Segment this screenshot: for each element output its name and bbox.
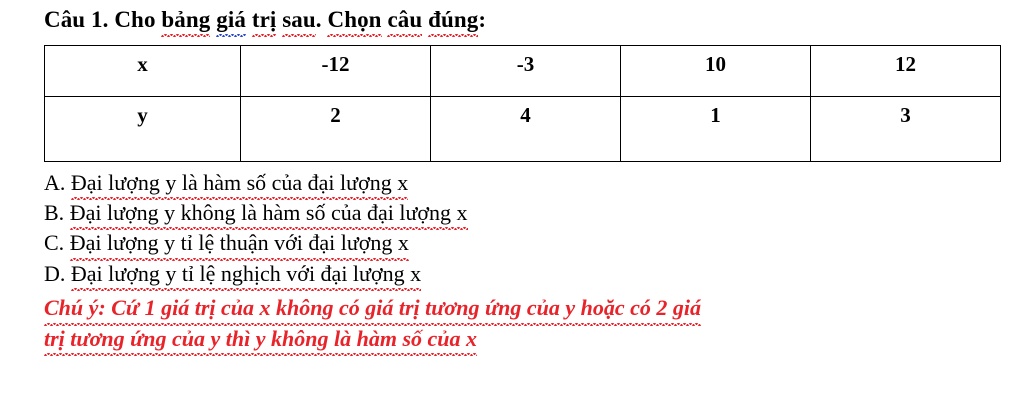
choice-a-key: A. — [44, 169, 66, 195]
title-word-bang: bảng — [161, 6, 210, 35]
table-cell-x-3: 10 — [621, 45, 811, 96]
table-cell-y-1: 2 — [241, 96, 431, 161]
table-cell-y-2: 4 — [431, 96, 621, 161]
answer-choices — [44, 168, 1000, 289]
note-block — [44, 293, 1000, 354]
table-cell-x-2: -3 — [431, 45, 621, 96]
choice-c-text: Đại lượng y tỉ lệ thuận với đại lượng x — [70, 228, 409, 258]
choice-a — [44, 168, 1000, 198]
note-line-2 — [44, 324, 1000, 354]
choice-d-key: D. — [44, 260, 66, 286]
table-row — [45, 45, 1001, 96]
table-cell-y-4: 3 — [811, 96, 1001, 161]
table-cell-y-3: 1 — [621, 96, 811, 161]
title-dot: . — [315, 7, 328, 32]
choice-a-text: Đại lượng y là hàm số của đại lượng x — [71, 168, 408, 198]
value-table — [44, 45, 1001, 162]
choice-c — [44, 228, 1000, 258]
title-word-dung: đúng — [428, 6, 478, 35]
table-row-label-x: x — [45, 45, 241, 96]
table-row-label-y: y — [45, 96, 241, 161]
title-word-gia: giá — [216, 6, 246, 35]
note-line-2-text: trị tương ứng của y thì y không là hàm số của x — [44, 324, 477, 354]
table-cell-x-1: -12 — [241, 45, 431, 96]
title-prefix: Câu 1. Cho — [44, 7, 162, 32]
table-row — [45, 96, 1001, 161]
table-cell-x-4: 12 — [811, 45, 1001, 96]
choice-d-text: Đại lượng y tỉ lệ nghịch với đại lượng x — [71, 259, 421, 289]
page-title — [44, 6, 1000, 35]
title-word-sau: sau — [282, 6, 316, 35]
note-line-1 — [44, 293, 1000, 323]
title-word-tri: trị — [252, 6, 277, 35]
choice-d — [44, 259, 1000, 289]
title-word-cau: câu — [387, 6, 422, 35]
title-word-chon: Chọn — [327, 6, 381, 35]
choice-b-key: B. — [44, 200, 65, 226]
title-colon: : — [478, 7, 487, 32]
choice-c-key: C. — [44, 230, 65, 256]
note-line-1-text: Chú ý: Cứ 1 giá trị của x không có giá trị tương ứng của y hoặc có 2 giá — [44, 293, 701, 323]
choice-b — [44, 198, 1000, 228]
choice-b-text: Đại lượng y không là hàm số của đại lượng x — [70, 198, 468, 228]
